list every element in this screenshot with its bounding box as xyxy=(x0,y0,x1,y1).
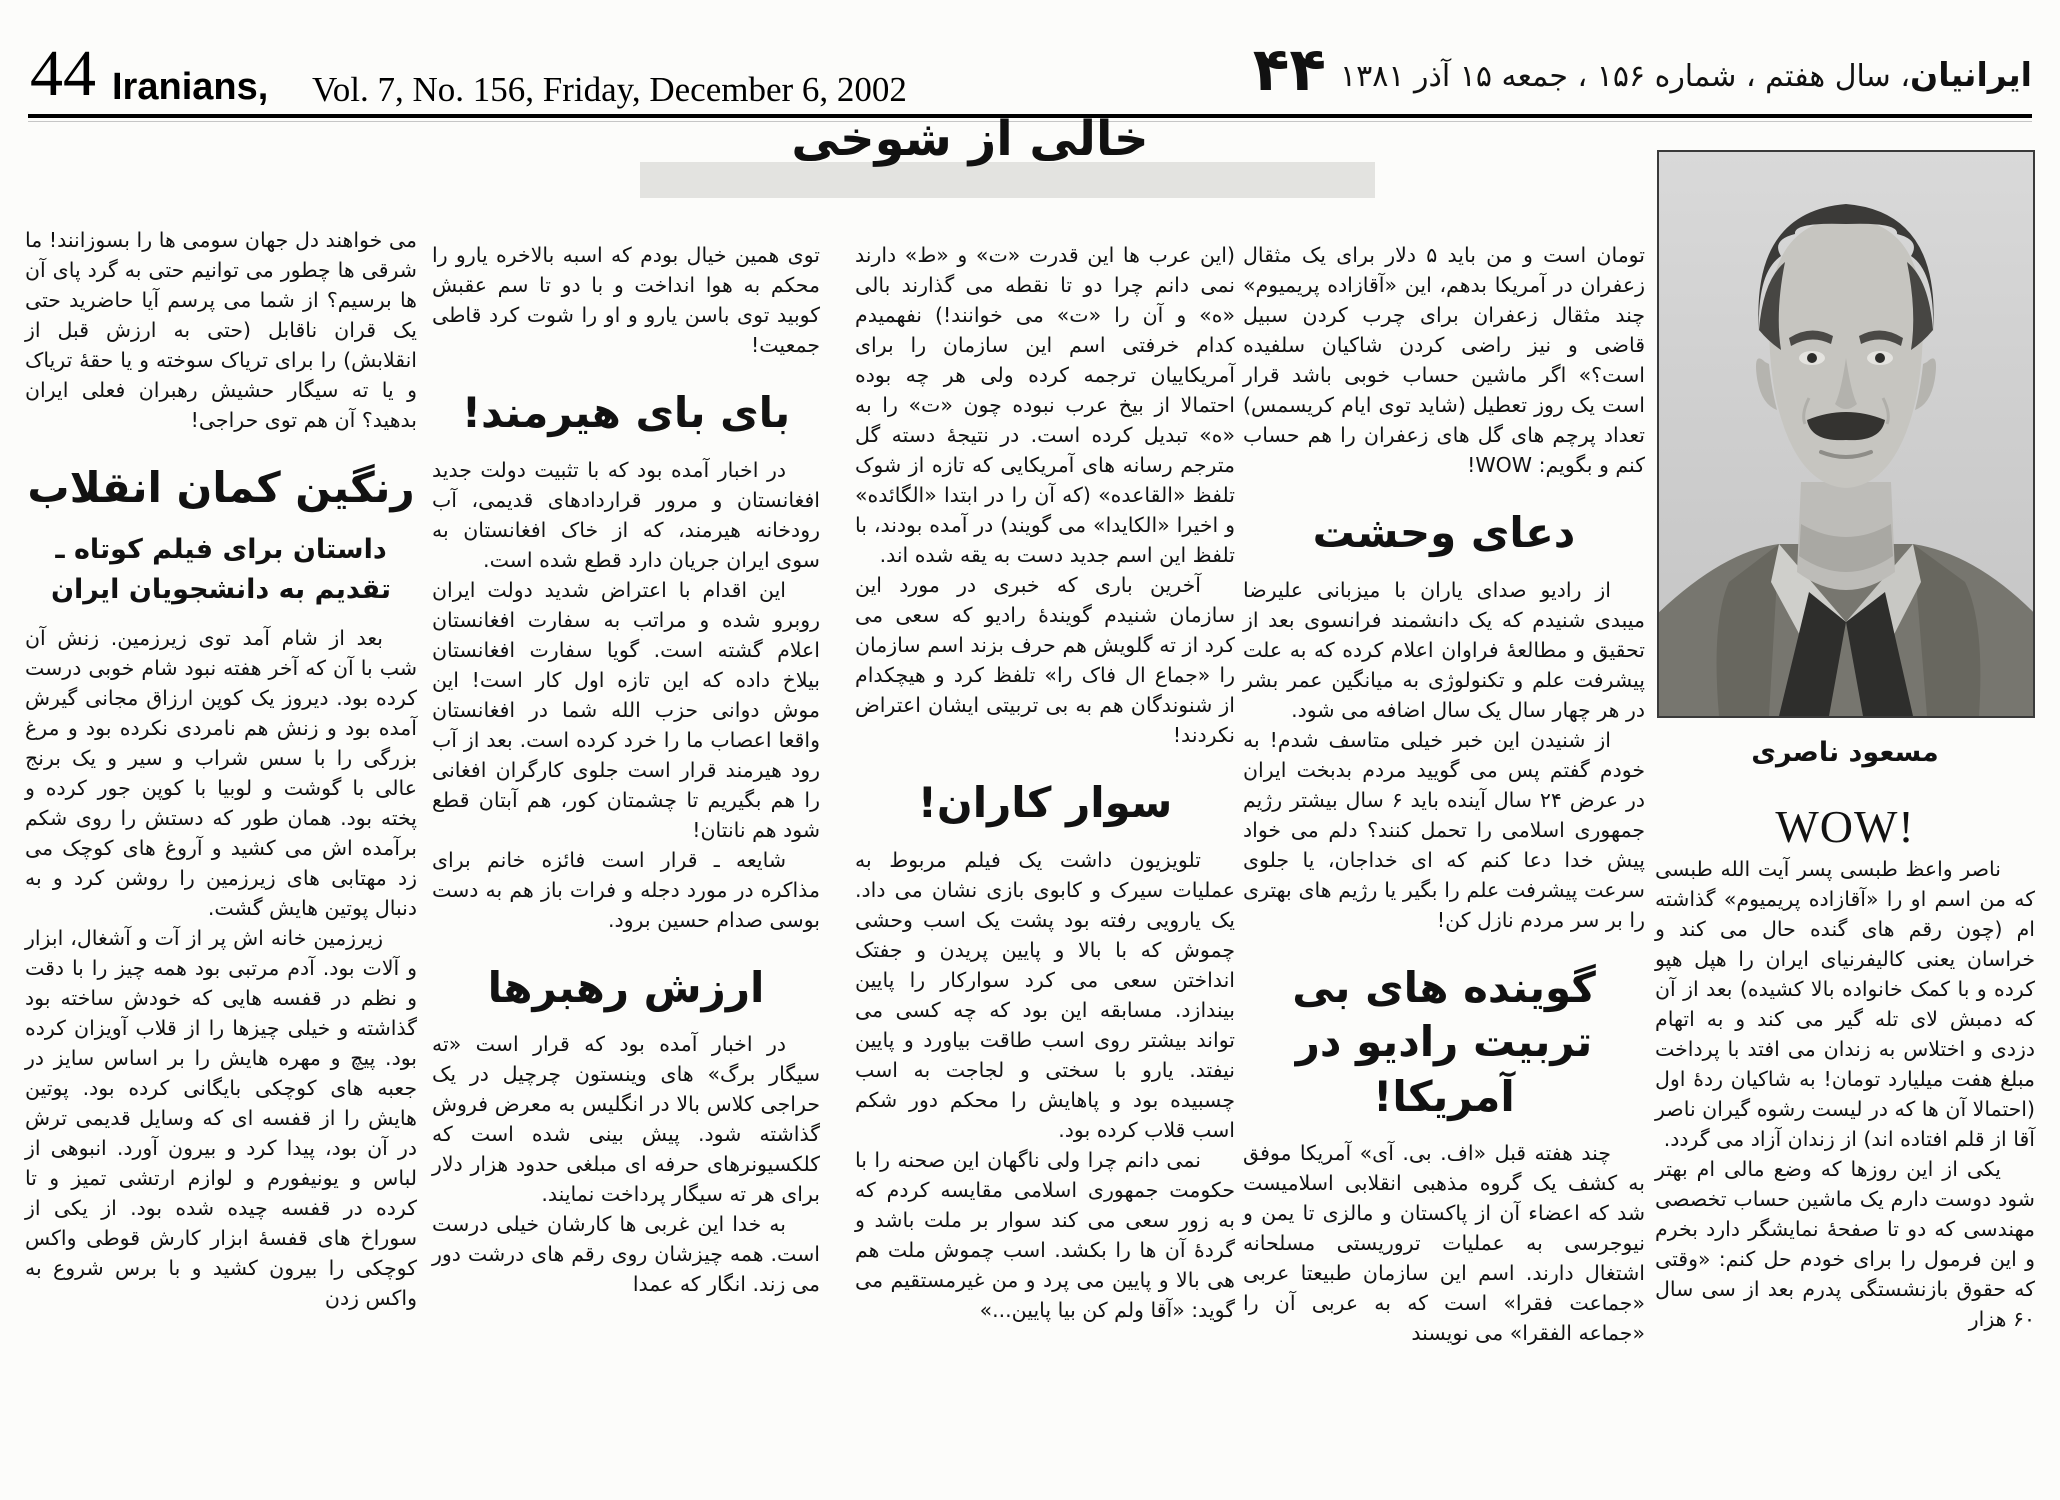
issue-info-latin: Vol. 7, No. 156, Friday, December 6, 2002 xyxy=(312,70,907,109)
page-number-latin: 44 xyxy=(30,37,96,110)
page-number-farsi: ۴۴ xyxy=(1252,35,1327,105)
author-photo xyxy=(1657,150,2035,718)
issue-info-farsi xyxy=(1340,55,2032,100)
body-paragraph-continuation: توی همین خیال بودم که اسبه بالاخره یارو را محکم به هوا انداخت و با دو تا سم عقبش کوبید توی باسن یارو و او را شوت کرد قاطی جمعیت! xyxy=(432,243,820,357)
column-5 xyxy=(25,225,417,1313)
column-2 xyxy=(1243,240,1645,1348)
article-subheadline: داستان برای فیلم کوتاه ـ تقدیم به دانشجویان ایران xyxy=(50,533,392,606)
column-1 xyxy=(1655,150,2035,1334)
header-right xyxy=(1252,35,2032,105)
body-paragraph: نمی دانم چرا ولی ناگهان این صحنه را با حکومت جمهوری اسلامی مقایسه کردم که به زور سعی می کند سوار بر ملت باشد و گردهٔ آن ها را بکشد. اسب چموش ملت هم هی بالا و پایین می پرد و من غیرمستقیم می گوید: «آقا ولم کن بیا پایین...» xyxy=(855,1147,1235,1322)
column-4 xyxy=(432,240,820,1299)
page-title: خالی از شوخی xyxy=(791,111,1149,167)
body-paragraph: شایعه ـ قرار است فائزه خانم برای مذاکره در مورد دجله و فرات باز هم به دست بوسی صدام حسین برود. xyxy=(432,847,820,932)
body-paragraph: یکی از این روزها که وضع مالی ام بهتر شود دوست دارم یک ماشین حساب تخصصی مهندسی که دو تا صفحهٔ نمایشگر دارد بخرم و این فرمول را برای خودم حل کنم: «وقتی که حقوق بازنشستگی پدرم بعد از سی سال ۶۰ هزار xyxy=(1655,1157,2035,1331)
body-paragraph: بعد از شام آمد توی زیرزمین. زنش آن شب با آن که آخر هفته نبود شام خوبی درست کرده بود. دیروز یک کوپن ارزاق مجانی گیرش آمده بود و زنش هم نامردی نکرده بود و مرغ بزرگی را با سس شراب و سیر و یک برنج عالی با گوشت و لوبیا با کوپن جور کرده و پخته بود. همان طور که دستش را روی شکم برآمده اش می کشید و آروغ های کوچک می زد مهتابی های زیرزمین را روشن کرد و به دنبال پوتین هایش گشت. xyxy=(25,625,417,920)
column-4-text xyxy=(432,240,820,1299)
body-paragraph: زیرزمین خانه اش پر از آت و آشغال، ابزار و آلات بود. آدم مرتبی بود همه چیز را با دقت و نظم در قفسه هایی که خودش ساخته بود گذاشته و خیلی چیزها را از قلاب آویزان کرده بود. پیچ و مهره هایش را بر اساس سایز در جعبه های کوچکی بایگانی کرده بود. پوتین هایش را از قفسه ای که وسایل قدیمی ترش در آن بود، پیدا کرد و بیرون آورد. انبوهی از لباس و یونیفورم و لوازم ارتشی تمیز و تا کرده در قفسه چیده شده بود. از یکی از سوراخ های قفسهٔ ابزار کارش قوطی واکس کوچکی را بیرون کشید و با برس شروع به واکس زدن xyxy=(25,925,417,1310)
body-paragraph: تلویزیون داشت یک فیلم مربوط به عملیات سیرک و کابوی بازی نشان می داد. یک یارویی رفته بود پشت یک اسب وحشی چموش که با بالا و پایین پریدن و جفتک انداختن سعی می کرد سوارکار را پایین بیندازد. مسابقه این بود که چه کسی می تواند بیشتر روی اسب طاقت بیاورد و پایین نیفتد. یارو با سختی و لجاجت به اسب چسبیده بود و پاهایش را محکم دور شکم اسب قلاب کرده بود. xyxy=(855,847,1235,1142)
body-paragraph: آخرین باری که خبری در مورد این سازمان شنیدم گویندهٔ رادیو که سعی می کرد از ته گلویش هم حرف بزند اسم سازمان را «جماع ال فاک را» تلفظ کرد و هیچکدام از شنوندگان هم به بی تربیتی ایشان اعتراض نکردند! xyxy=(855,573,1235,747)
column-5-text xyxy=(25,225,417,1313)
body-paragraph: در اخبار آمده بود که قرار است «ته سیگار برگ» های وینستون چرچیل در یک حراجی کلاس بالا در انگلیس به معرض فروش گذاشته شود. پیش بینی شده است که کلکسیونرهای حرفه ای مبلغی حدود هزار دلار برای هر ته سیگار پرداخت نمایند. xyxy=(432,1032,820,1207)
article-headline: بای بای هیرمند! xyxy=(461,388,791,437)
article-headline: ارزش رهبرها xyxy=(487,962,765,1012)
column-3 xyxy=(855,240,1235,1325)
body-paragraph: از شنیدن این خبر خیلی متاسف شدم! به خودم گفتم پس می گویید مردم بدبخت ایران در عرض ۲۴ سال آینده باید ۶ سال بیشتر رژیم جمهوری اسلامی را تحمل کنند؟ دلم می خواد پیش خدا دعا کنم که ای خداجان، یا جلوی سرعت پیشرفت علم را بگیر یا رژیم های بهتری را بر سر مردم نازل کن! xyxy=(1243,727,1646,932)
body-paragraph-continuation: می خواهند دل جهان سومی ها را بسوزانند! ما شرقی ها چطور می توانیم حتی به گرد پای آن ها برسیم؟ از شما می پرسم آیا حاضرید حتی یک قران ناقابل (حتی به ارزش قبل از انقلابش) را برای تریاک سوخته و یا حقهٔ تریاک و یا ته سیگار حشیش رهبران فعلی ایران بدهید؟ آن هم توی حراجی! xyxy=(25,228,417,432)
column-1-text xyxy=(1655,801,2035,1334)
article-headline: سوار کاران! xyxy=(917,778,1173,827)
masthead-farsi: ایرانیان xyxy=(1910,55,2032,94)
body-paragraph: ناصر واعظ طبسی پسر آیت الله طبسی که من اسم او را «آقازاده پریمیوم» گذاشته ام (چون رقم های گنده حال می کند و خراسان یعنی کالیفرنیای ایران را هپل هپو کرده و با کمک خانواده بالا کشیده) بعد از آن که دمبش لای تله گیر می کند و به اتهام دزدی و اختلاس به زندان می افتد با پرداخت مبلغ هفت میلیارد تومان! به شاکیان ردهٔ اول (احتمالا آن ها که در لیست رشوه گیران ناصر آقا از قلم افتاده اند) از زندان آزاد می گردد. xyxy=(1655,857,2035,1151)
article-headline-latin: WOW! xyxy=(1775,801,1915,852)
body-paragraph: این اقدام با اعتراض شدید دولت ایران روبرو شده و مراتب به سفارت افغانستان اعلام گشته است. گویا سفارت افغانستان بیلاخ داده که این تازه اول کار است! این موش دوانی حزب الله شما در افغانستان واقعا اعصاب ما را خرد کرده است. بعد از آب رود هیرمند قرار است جلوی کارگران افغانی را هم بگیریم تا چشمتان کور، هم آبتان قطع شود هم نانتان! xyxy=(432,577,820,842)
article-headline: رنگین کمان انقلاب xyxy=(27,463,415,512)
body-paragraph: به خدا این غربی ها کارشان خیلی درست است. همه چیزشان روی رقم های درشت دور می زند. انگار که عمدا xyxy=(432,1212,820,1297)
title-highlight-bar xyxy=(640,162,1375,198)
article-headline: دعای وحشت xyxy=(1312,508,1576,557)
column-3-text xyxy=(855,240,1235,1325)
body-paragraph: چند هفته قبل «اف. بی. آی» آمریکا موفق به کشف یک گروه مذهبی انقلابی اسلامیست شد که اعضاء آن از پاکستان و مالزی تا یمن و نیوجرسی به عملیات تروریستی مسلحانه اشتغال دارند. اسم این سازمان طبیعتا عربی «جماعت فقرا» است که به عربی آن را «جماعه الفقرا» می نویسند xyxy=(1243,1141,1645,1346)
article-headline: گوینده های بی تربیت رادیو در آمریکا! xyxy=(1292,962,1596,1121)
author-portrait-graphic xyxy=(1659,152,2033,716)
column-2-text xyxy=(1243,240,1645,1348)
photo-caption: مسعود ناصری xyxy=(1751,737,1939,768)
issue-info-farsi-text: ، سال هفتم ، شماره ۱۵۶ ، جمعه ۱۵ آذر ۱۳۸۱ xyxy=(1340,59,1911,94)
body-paragraph-continuation: (این عرب ها این قدرت «ت» و «ط» دارند نمی دانم چرا دو تا نقطه می گذارند بالی «ه» و آن را «ت» می خوانند!) نفهمیدم کدام خرفتی اسم این سازمان را برای آمریکاییان ترجمه کرده ولی هر چه بوده احتمالا از بیخ عرب نبوده چون «ت» را به «ه» تبدیل کرده است. در نتیجهٔ دسته گل مترجم رسانه های آمریکایی که تازه از شوک تلفظ «القاعده» (که آن را در ابتدا «الگائده» و اخیرا «الکایدا» می گویند) در آمده بودند، با تلفظ این اسم جدید دست به یقه شده اند. xyxy=(855,243,1235,567)
body-paragraph: از رادیو صدای یاران با میزبانی علیرضا میبدی شنیدم که یک دانشمند فرانسوی بعد از تحقیق و مطالعهٔ فراوان اعلام کرده که به علت پیشرفت علم و تکنولوژی به میانگین عمر بشر در هر چهار سال یک سال اضافه می شود. xyxy=(1243,577,1645,722)
body-paragraph: در اخبار آمده بود که با تثبیت دولت جدید افغانستان و مرور قراردادهای قدیمی، آب رودخانه هیرمند، که از خاک افغانستان به سوی ایران جریان دارد قطع شده است. xyxy=(432,457,820,572)
masthead-latin: Iranians, xyxy=(112,66,269,108)
body-paragraph-continuation: تومان است و من باید ۵ دلار برای یک مثقال زعفران در آمریکا بدهم، این «آقازاده پریمیوم» چند مثقال زعفران برای چرب کردن سبیل قاضی و نیز راضی کردن شاکیان سلفیده است؟» اگر ماشین حساب خوبی باشد قرار است یک روز تعطیل (شاید توی ایام کریسمس) تعداد پرچم های گل های زعفران را هم حساب کنم و بگویم: WOW! xyxy=(1243,243,1645,477)
